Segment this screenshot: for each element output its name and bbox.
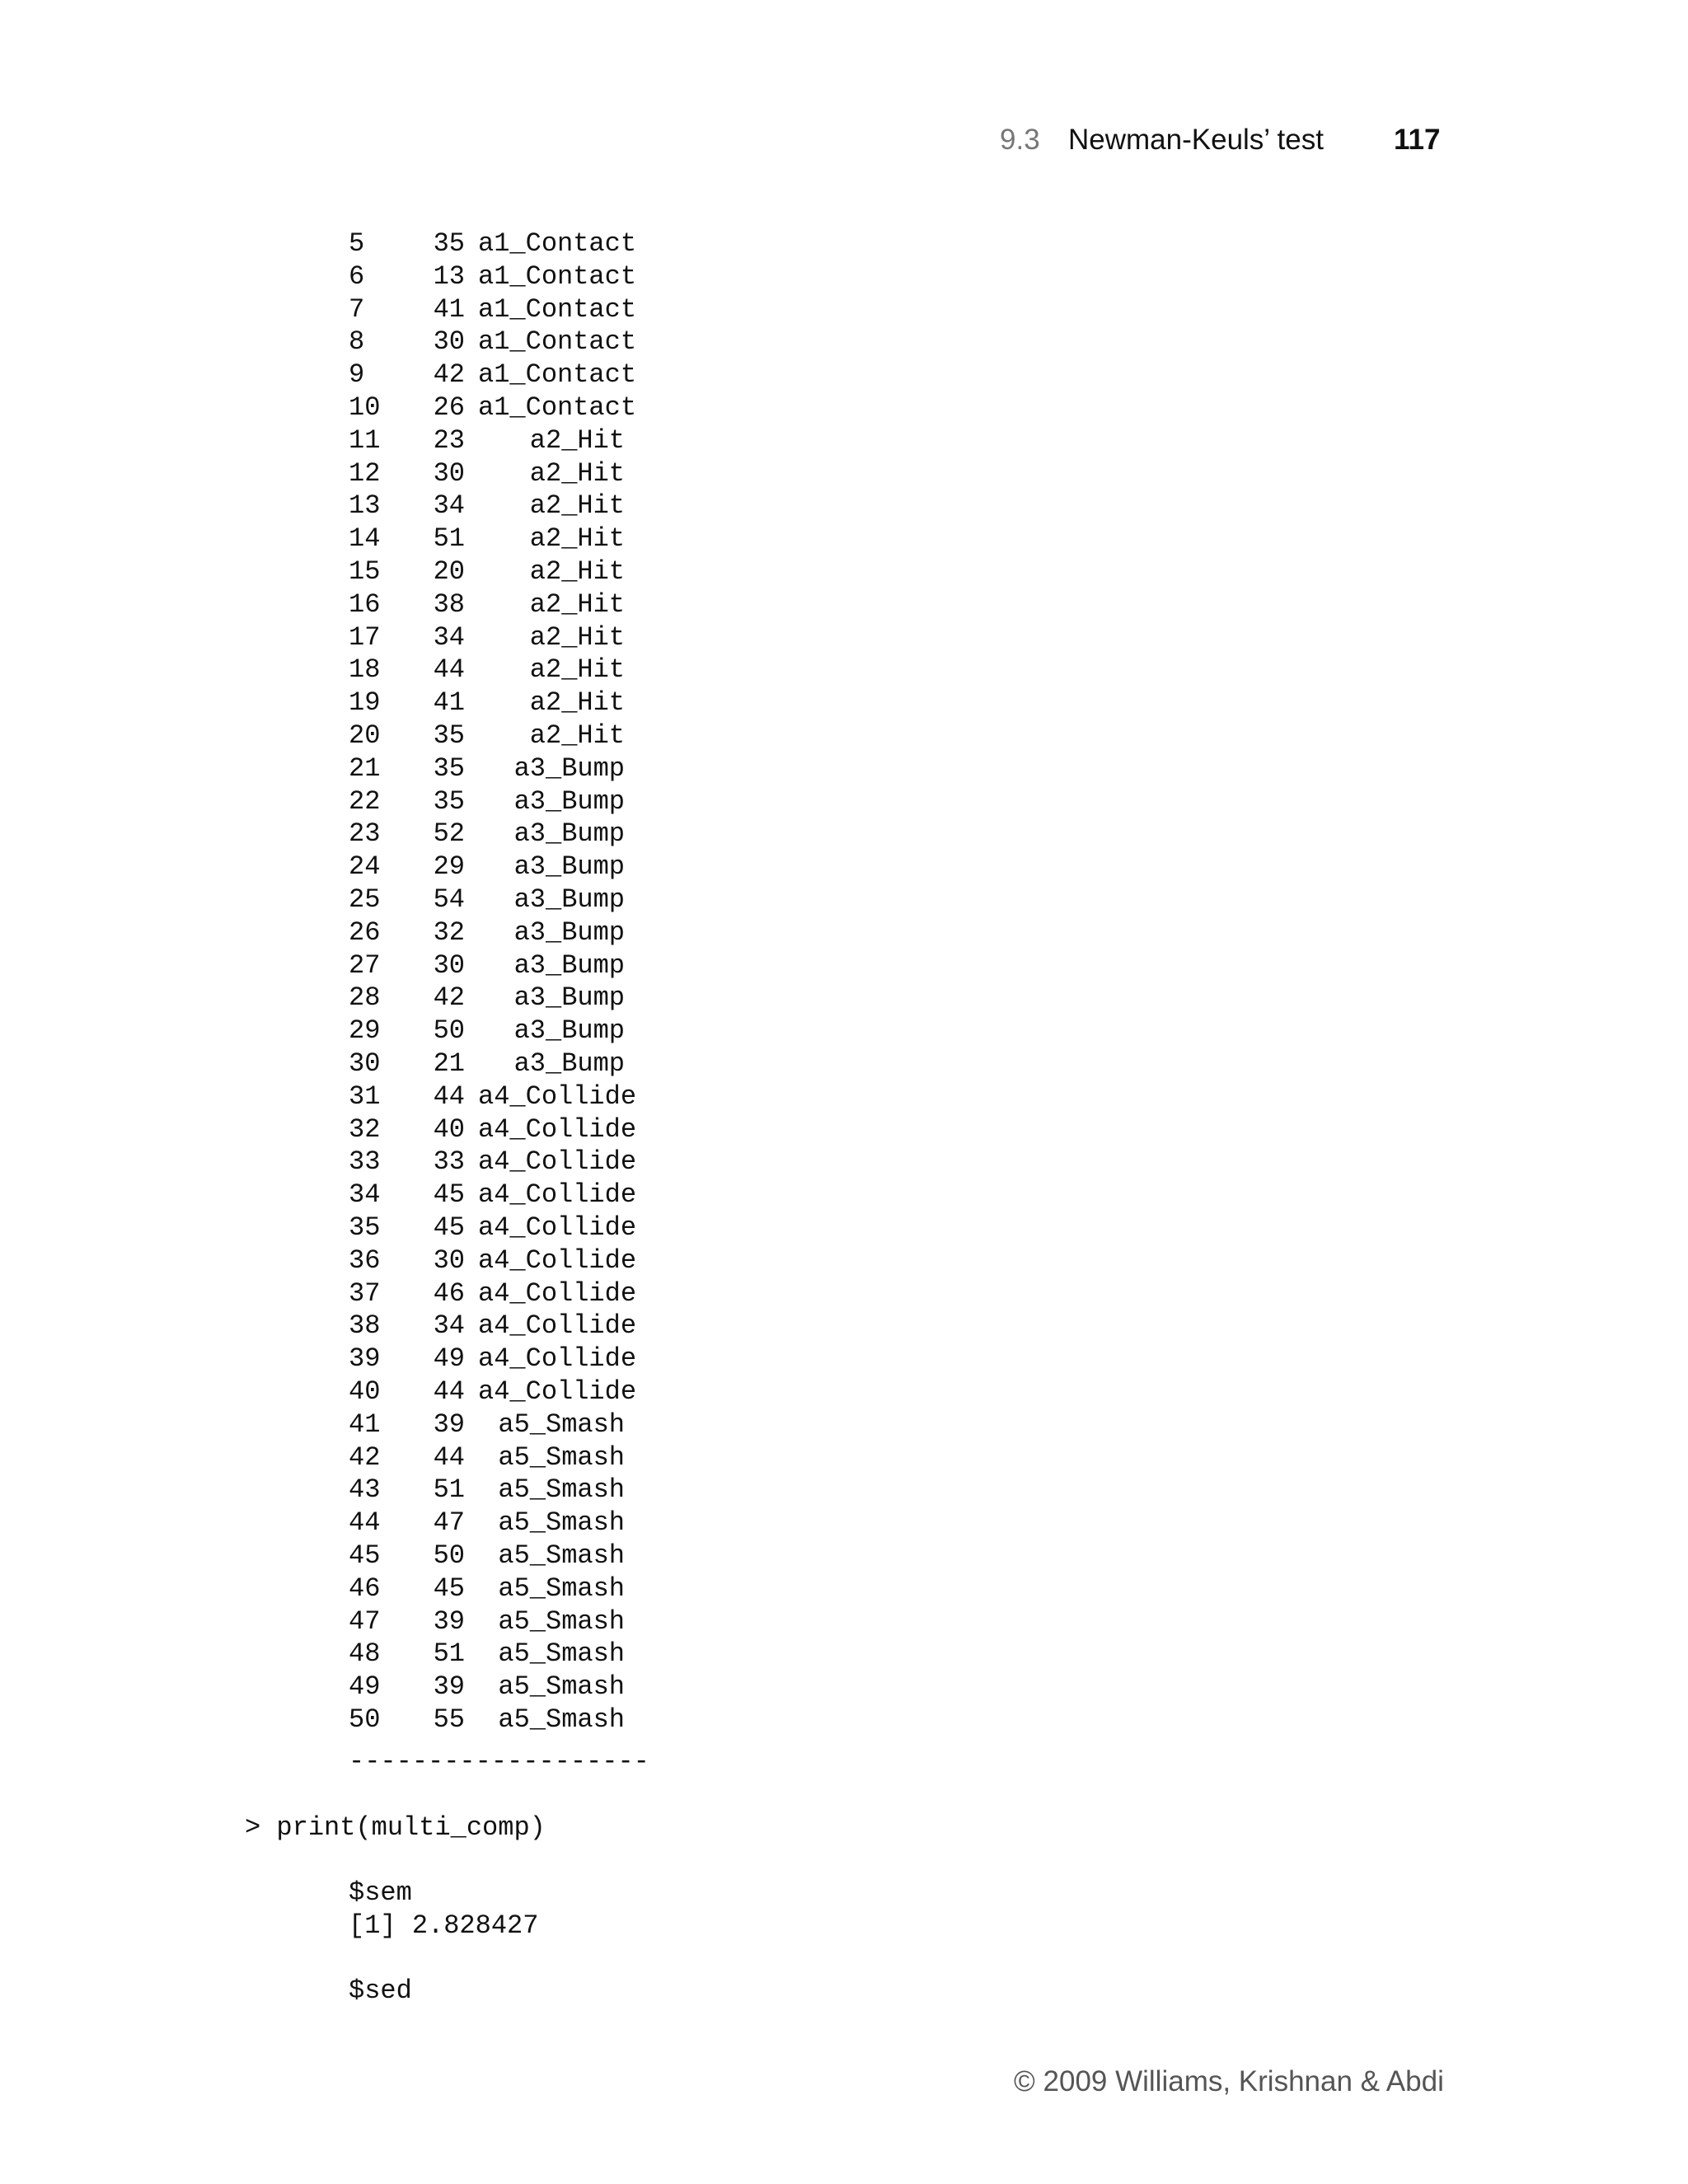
sem-value: [1] 2.828427 bbox=[349, 1910, 539, 1941]
row-value: 21 bbox=[433, 1048, 465, 1079]
row-group: a3_Bump bbox=[513, 1048, 625, 1079]
table-row bbox=[0, 818, 1688, 851]
row-index: 7 bbox=[349, 293, 365, 325]
row-group: a5_Smash bbox=[498, 1671, 625, 1703]
row-index: 15 bbox=[349, 556, 381, 587]
row-group: a2_Hit bbox=[529, 424, 625, 456]
table-row bbox=[0, 1212, 1688, 1244]
row-value: 34 bbox=[433, 621, 465, 653]
table-row bbox=[0, 851, 1688, 883]
table-row bbox=[0, 1047, 1688, 1080]
row-value: 47 bbox=[433, 1507, 465, 1539]
row-group: a4_Collide bbox=[478, 1080, 637, 1112]
row-group: a4_Collide bbox=[478, 1146, 637, 1178]
row-group: a2_Hit bbox=[529, 457, 625, 489]
table-row bbox=[0, 1244, 1688, 1277]
row-index: 41 bbox=[349, 1408, 381, 1440]
row-value: 42 bbox=[433, 982, 465, 1014]
row-group: a3_Bump bbox=[513, 785, 625, 817]
row-value: 20 bbox=[433, 556, 465, 587]
row-value: 29 bbox=[433, 851, 465, 883]
row-group: a5_Smash bbox=[498, 1572, 625, 1604]
table-row bbox=[0, 1507, 1688, 1540]
row-value: 30 bbox=[433, 1244, 465, 1276]
row-value: 42 bbox=[433, 359, 465, 391]
table-row bbox=[0, 1146, 1688, 1179]
row-index: 25 bbox=[349, 884, 381, 915]
row-index: 27 bbox=[349, 949, 381, 981]
row-value: 44 bbox=[433, 1080, 465, 1112]
row-value: 41 bbox=[433, 293, 465, 325]
row-index: 17 bbox=[349, 621, 381, 653]
row-value: 34 bbox=[433, 1310, 465, 1342]
row-value: 32 bbox=[433, 916, 465, 948]
table-row bbox=[0, 621, 1688, 654]
row-value: 51 bbox=[433, 523, 465, 555]
row-value: 26 bbox=[433, 392, 465, 423]
row-group: a3_Bump bbox=[513, 752, 625, 784]
row-index: 16 bbox=[349, 588, 381, 620]
table-row bbox=[0, 293, 1688, 326]
table-row bbox=[0, 1015, 1688, 1047]
table-row bbox=[0, 1474, 1688, 1507]
table-row bbox=[0, 260, 1688, 293]
row-value: 35 bbox=[433, 785, 465, 817]
row-index: 49 bbox=[349, 1671, 381, 1703]
row-value: 33 bbox=[433, 1146, 465, 1178]
running-header bbox=[0, 124, 1688, 173]
table-row bbox=[0, 1376, 1688, 1408]
table-row bbox=[0, 883, 1688, 916]
print-command-line: > print(multi_comp) bbox=[245, 1812, 546, 1843]
table-row bbox=[0, 1277, 1688, 1310]
table-row bbox=[0, 1343, 1688, 1376]
row-value: 51 bbox=[433, 1474, 465, 1506]
row-index: 39 bbox=[349, 1343, 381, 1375]
row-value: 13 bbox=[433, 260, 465, 292]
row-index: 43 bbox=[349, 1474, 381, 1506]
table-row bbox=[0, 523, 1688, 555]
row-index: 20 bbox=[349, 720, 381, 751]
row-value: 44 bbox=[433, 1441, 465, 1473]
row-index: 5 bbox=[349, 228, 365, 259]
table-row bbox=[0, 719, 1688, 752]
row-index: 36 bbox=[349, 1244, 381, 1276]
row-value: 45 bbox=[433, 1572, 465, 1604]
row-group: a1_Contact bbox=[478, 392, 637, 423]
table-row bbox=[0, 982, 1688, 1015]
row-group: a5_Smash bbox=[498, 1605, 625, 1637]
row-index: 21 bbox=[349, 752, 381, 784]
row-group: a5_Smash bbox=[498, 1638, 625, 1670]
row-index: 50 bbox=[349, 1704, 381, 1735]
row-value: 45 bbox=[433, 1212, 465, 1243]
row-group: a5_Smash bbox=[498, 1540, 625, 1571]
table-row bbox=[0, 227, 1688, 260]
row-index: 33 bbox=[349, 1146, 381, 1178]
row-index: 8 bbox=[349, 326, 365, 358]
row-value: 49 bbox=[433, 1343, 465, 1375]
row-group: a4_Collide bbox=[478, 1244, 637, 1276]
table-row bbox=[0, 687, 1688, 719]
table-row bbox=[0, 916, 1688, 949]
row-index: 18 bbox=[349, 654, 381, 686]
row-group: a2_Hit bbox=[529, 490, 625, 522]
row-value: 51 bbox=[433, 1638, 465, 1670]
row-value: 35 bbox=[433, 752, 465, 784]
row-group: a1_Contact bbox=[478, 326, 637, 358]
row-group: a5_Smash bbox=[498, 1704, 625, 1735]
row-value: 50 bbox=[433, 1540, 465, 1571]
row-index: 24 bbox=[349, 851, 381, 883]
table-row bbox=[0, 1080, 1688, 1113]
row-index: 11 bbox=[349, 424, 381, 456]
row-group: a2_Hit bbox=[529, 523, 625, 555]
table-separator: ------------------- bbox=[349, 1746, 649, 1777]
row-index: 14 bbox=[349, 523, 381, 555]
row-index: 40 bbox=[349, 1376, 381, 1407]
row-group: a1_Contact bbox=[478, 293, 637, 325]
row-group: a4_Collide bbox=[478, 1343, 637, 1375]
row-index: 12 bbox=[349, 457, 381, 489]
table-row bbox=[0, 1572, 1688, 1605]
table-row bbox=[0, 1179, 1688, 1212]
row-value: 44 bbox=[433, 1376, 465, 1407]
row-value: 35 bbox=[433, 228, 465, 259]
row-group: a3_Bump bbox=[513, 916, 625, 948]
table-row bbox=[0, 326, 1688, 359]
row-group: a3_Bump bbox=[513, 1015, 625, 1047]
row-value: 30 bbox=[433, 457, 465, 489]
table-row bbox=[0, 391, 1688, 424]
row-group: a1_Contact bbox=[478, 260, 637, 292]
row-index: 35 bbox=[349, 1212, 381, 1243]
row-group: a3_Bump bbox=[513, 818, 625, 850]
row-value: 39 bbox=[433, 1671, 465, 1703]
row-group: a3_Bump bbox=[513, 884, 625, 915]
table-row bbox=[0, 1704, 1688, 1736]
table-row bbox=[0, 1113, 1688, 1146]
row-value: 39 bbox=[433, 1408, 465, 1440]
section-number: 9.3 bbox=[1000, 124, 1040, 156]
row-value: 41 bbox=[433, 687, 465, 719]
page-number: 117 bbox=[1394, 124, 1441, 156]
row-group: a2_Hit bbox=[529, 687, 625, 719]
row-index: 46 bbox=[349, 1572, 381, 1604]
row-index: 9 bbox=[349, 359, 365, 391]
row-index: 32 bbox=[349, 1113, 381, 1145]
table-row bbox=[0, 1310, 1688, 1343]
row-index: 48 bbox=[349, 1638, 381, 1670]
row-value: 54 bbox=[433, 884, 465, 915]
row-group: a3_Bump bbox=[513, 949, 625, 981]
table-row bbox=[0, 785, 1688, 818]
table-row bbox=[0, 555, 1688, 588]
section-title: Newman-Keuls’ test bbox=[1068, 124, 1324, 156]
row-index: 10 bbox=[349, 392, 381, 423]
row-group: a4_Collide bbox=[478, 1113, 637, 1145]
table-row bbox=[0, 1408, 1688, 1441]
row-group: a2_Hit bbox=[529, 621, 625, 653]
table-row bbox=[0, 588, 1688, 621]
row-index: 34 bbox=[349, 1179, 381, 1211]
row-group: a4_Collide bbox=[478, 1376, 637, 1407]
row-index: 26 bbox=[349, 916, 381, 948]
row-index: 29 bbox=[349, 1015, 381, 1047]
table-row bbox=[0, 457, 1688, 490]
row-value: 45 bbox=[433, 1179, 465, 1211]
sed-label: $sed bbox=[349, 1975, 412, 2006]
row-index: 13 bbox=[349, 490, 381, 522]
table-row bbox=[0, 1638, 1688, 1671]
row-index: 30 bbox=[349, 1048, 381, 1079]
table-row bbox=[0, 1441, 1688, 1474]
row-group: a3_Bump bbox=[513, 851, 625, 883]
row-group: a5_Smash bbox=[498, 1474, 625, 1506]
row-value: 39 bbox=[433, 1605, 465, 1637]
copyright-footer: © 2009 Williams, Krishnan & Abdi bbox=[1014, 2065, 1444, 2097]
row-group: a5_Smash bbox=[498, 1441, 625, 1473]
row-index: 37 bbox=[349, 1277, 381, 1309]
row-value: 30 bbox=[433, 949, 465, 981]
row-index: 19 bbox=[349, 687, 381, 719]
table-row bbox=[0, 1605, 1688, 1638]
row-group: a3_Bump bbox=[513, 982, 625, 1014]
row-value: 44 bbox=[433, 654, 465, 686]
row-value: 38 bbox=[433, 588, 465, 620]
table-row bbox=[0, 1540, 1688, 1572]
row-index: 28 bbox=[349, 982, 381, 1014]
row-value: 50 bbox=[433, 1015, 465, 1047]
row-group: a4_Collide bbox=[478, 1212, 637, 1243]
table-row bbox=[0, 949, 1688, 982]
row-group: a5_Smash bbox=[498, 1507, 625, 1539]
row-index: 47 bbox=[349, 1605, 381, 1637]
row-group: a2_Hit bbox=[529, 556, 625, 587]
row-value: 46 bbox=[433, 1277, 465, 1309]
row-value: 55 bbox=[433, 1704, 465, 1735]
row-value: 23 bbox=[433, 424, 465, 456]
row-group: a4_Collide bbox=[478, 1179, 637, 1211]
row-value: 52 bbox=[433, 818, 465, 850]
row-group: a1_Contact bbox=[478, 228, 637, 259]
row-index: 45 bbox=[349, 1540, 381, 1571]
table-row bbox=[0, 424, 1688, 457]
table-row bbox=[0, 490, 1688, 523]
row-index: 38 bbox=[349, 1310, 381, 1342]
table-row bbox=[0, 1671, 1688, 1704]
row-index: 44 bbox=[349, 1507, 381, 1539]
row-index: 31 bbox=[349, 1080, 381, 1112]
row-index: 42 bbox=[349, 1441, 381, 1473]
row-group: a2_Hit bbox=[529, 588, 625, 620]
row-group: a1_Contact bbox=[478, 359, 637, 391]
row-value: 34 bbox=[433, 490, 465, 522]
row-group: a2_Hit bbox=[529, 720, 625, 751]
table-row bbox=[0, 359, 1688, 391]
table-row bbox=[0, 654, 1688, 687]
row-value: 35 bbox=[433, 720, 465, 751]
row-group: a4_Collide bbox=[478, 1277, 637, 1309]
row-value: 40 bbox=[433, 1113, 465, 1145]
sem-label: $sem bbox=[349, 1877, 412, 1908]
row-value: 30 bbox=[433, 326, 465, 358]
row-group: a5_Smash bbox=[498, 1408, 625, 1440]
row-index: 6 bbox=[349, 260, 365, 292]
row-index: 22 bbox=[349, 785, 381, 817]
table-row bbox=[0, 752, 1688, 785]
row-group: a2_Hit bbox=[529, 654, 625, 686]
row-index: 23 bbox=[349, 818, 381, 850]
row-group: a4_Collide bbox=[478, 1310, 637, 1342]
